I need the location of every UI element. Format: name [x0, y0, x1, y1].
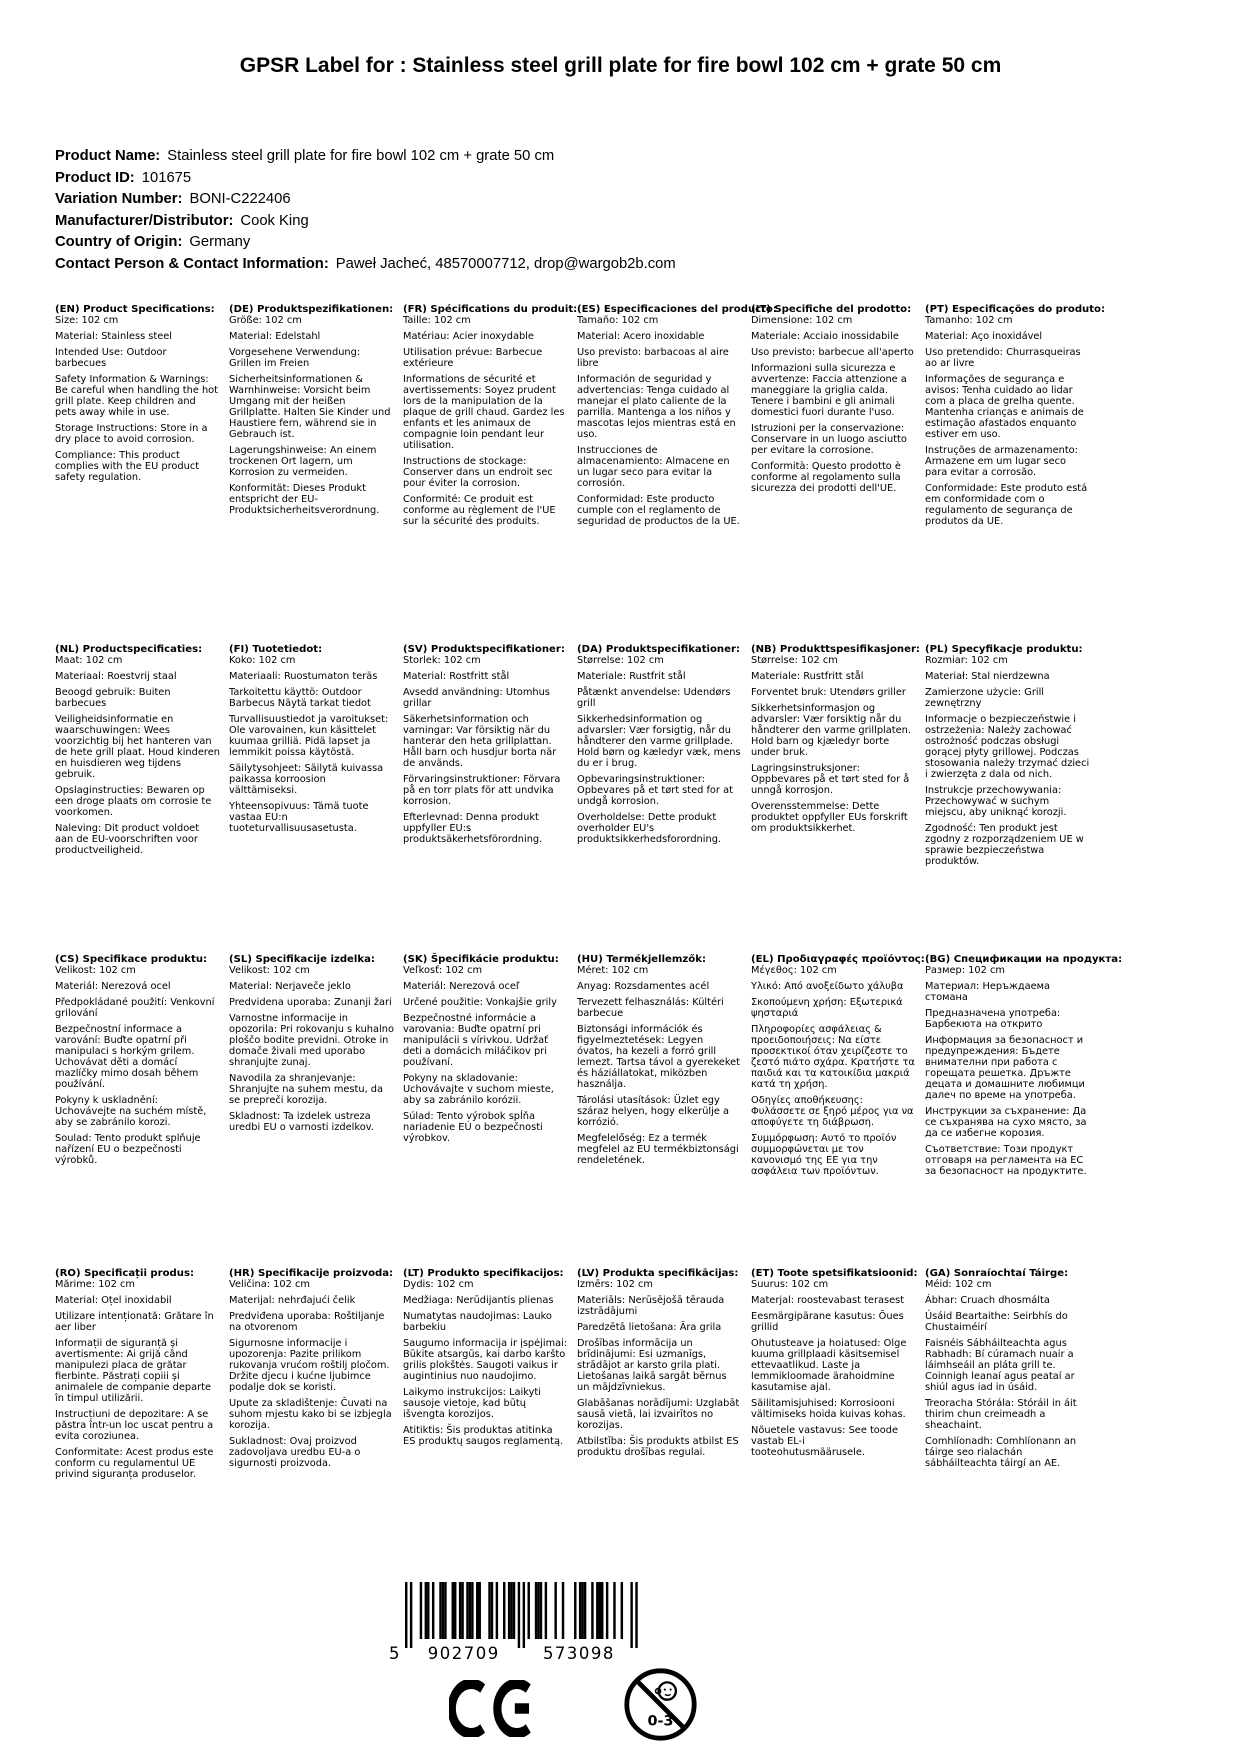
spec-paragraph: Lagerungshinweise: An einem trockenen Ort lagern, um Korrosion zu vermeiden. — [229, 445, 377, 479]
spec-paragraph: Uso previsto: barbecue all'aperto — [751, 347, 914, 359]
spec-heading-lt: (LT) Produkto specifikacijos: — [403, 1268, 564, 1279]
spec-paragraph: Sukladnost: Ovaj proizvod zadovoljava uredbu EU-a o sigurnosti proizvoda. — [229, 1436, 361, 1470]
spec-heading-sv: (SV) Produktspecifikationer: — [403, 644, 565, 655]
spec-paragraph: Material: Rostfritt stål — [403, 671, 510, 683]
spec-block-cs — [55, 954, 220, 1171]
spec-paragraph: Comhlíonadh: Comhlíonann an táirge seo rialachán sábháilteachta táirgí an AE. — [925, 1436, 1077, 1470]
spec-grid-row-2 — [55, 644, 1090, 872]
spec-block-pt — [925, 304, 1106, 532]
spec-block-it — [751, 304, 916, 499]
spec-paragraph: Saugumo informacija ir įspėjimai: Būkite atsargūs, kai darbo karšto grilis plokštės. Saugoti vaikus ir augintinius nuo naudojimo. — [403, 1338, 568, 1383]
spec-paragraph: Størrelse: 102 cm — [751, 655, 838, 667]
spec-paragraph: Størrelse: 102 cm — [577, 655, 664, 667]
spec-paragraph: Avsedd användning: Utomhus grillar — [403, 687, 550, 710]
spec-paragraph: Dydis: 102 cm — [403, 1279, 474, 1291]
spec-paragraph: Påtænkt anvendelse: Udendørs grill — [577, 687, 731, 710]
spec-paragraph: Σκοπούμενη χρήση: Εξωτερικά ψησταριά — [751, 997, 903, 1020]
spec-paragraph: Rozmiar: 102 cm — [925, 655, 1008, 667]
info-label: Variation Number: — [55, 191, 183, 207]
spec-paragraph: Safety Information & Warnings: Be careful when handling the hot grill plate. Keep children and pets away while in use. — [55, 374, 219, 419]
spec-heading-fi: (FI) Tuotetiedot: — [229, 644, 323, 655]
spec-paragraph: Zamierzone użycie: Grill zewnętrzny — [925, 687, 1045, 710]
spec-paragraph: Tamaño: 102 cm — [577, 315, 659, 327]
spec-heading-sl: (SL) Specifikacije izdelka: — [229, 954, 375, 965]
spec-paragraph: Laikymo instrukcijos: Laikyti sausoje vietoje, kad būtų išvengta korozijos. — [403, 1387, 541, 1421]
spec-paragraph: Naleving: Dit product voldoet aan de EU-voorschriften voor productveiligheid. — [55, 823, 200, 857]
spec-paragraph: Istruzioni per la conservazione: Conservare in un luogo asciutto per evitare la corrosione. — [751, 423, 907, 457]
spec-paragraph: Materiale: Acciaio inossidabile — [751, 331, 899, 343]
spec-heading-bg: (BG) Спецификации на продукта: — [925, 954, 1123, 965]
spec-paragraph: Uso previsto: barbacoas al aire libre — [577, 347, 729, 370]
spec-paragraph: Forventet bruk: Utendørs griller — [751, 687, 906, 699]
spec-heading-hr: (HR) Specifikacije proizvoda: — [229, 1268, 394, 1279]
spec-heading-pl: (PL) Specyfikacje produktu: — [925, 644, 1083, 655]
spec-block-ro — [55, 1268, 220, 1485]
spec-heading-da: (DA) Produktspecifikationer: — [577, 644, 740, 655]
spec-heading-nl: (NL) Productspecificaties: — [55, 644, 203, 655]
spec-paragraph: Размер: 102 cm — [925, 965, 1005, 977]
spec-paragraph: Συμμόρφωση: Αυτό το προϊόν συμμορφώνεται με τον κανονισμό της ΕΕ για την ασφάλεια των προϊόντων. — [751, 1133, 897, 1178]
product-info — [55, 146, 1201, 275]
spec-paragraph: Lagringsinstruksjoner: Oppbevares på et tørt sted for å unngå korrosjon. — [751, 763, 910, 797]
spec-heading-sk: (SK) Špecifikácie produktu: — [403, 954, 559, 965]
spec-paragraph: Opbevaringsinstruktioner: Opbevares på et tørt sted for at undgå korrosion. — [577, 774, 733, 808]
spec-paragraph: Πληροφορίες ασφάλειας & προειδοποιήσεις: Να είστε προσεκτικοί όταν χειρίζεστε το ζεστό πιάτο σχάρα. Κρατήστε τα παιδιά και τα κατοικίδια μακριά κατά τη χρήση. — [751, 1024, 915, 1091]
spec-paragraph: Numatytas naudojimas: Lauko barbekiu — [403, 1311, 552, 1334]
spec-paragraph: Material: Edelstahl — [229, 331, 321, 343]
spec-paragraph: Veličina: 102 cm — [229, 1279, 310, 1291]
spec-heading-cs: (CS) Specifikace produktu: — [55, 954, 208, 965]
spec-paragraph: Megfelelőség: Ez a termék megfelel az EU termékbiztonsági rendeletének. — [577, 1133, 739, 1167]
spec-paragraph: Velikost: 102 cm — [229, 965, 310, 977]
spec-paragraph: Größe: 102 cm — [229, 315, 302, 327]
spec-paragraph: Varnostne informacije in opozorila: Pri rokovanju s kuhalno ploščo bodite previdni. Otroke in domače živali med uporabo shranjujte zunaj. — [229, 1012, 394, 1069]
spec-paragraph: Pokyny k uskladnění: Uchovávejte na suchém místě, aby se zabránilo korozi. — [55, 1095, 207, 1129]
spec-heading-nb: (NB) Produkttspesifikasjoner: — [751, 644, 920, 655]
spec-paragraph: Materiale: Rustfritt stål — [751, 671, 864, 683]
barcode-digit-lead: 5 — [390, 1644, 401, 1662]
spec-paragraph: Instrucciones de almacenamiento: Almacene en un lugar seco para evitar la corrosión. — [577, 445, 730, 490]
info-value: Cook King — [240, 212, 309, 229]
info-label: Country of Origin: — [55, 234, 183, 250]
product-info-line — [55, 189, 1201, 211]
spec-paragraph: Súlad: Tento výrobok spĺňa nariadenie EÚ o bezpečnosti výrobkov. — [403, 1111, 543, 1145]
spec-paragraph: Informations de sécurité et avertissements: Soyez prudent lors de la manipulation de la plaque de grill chaud. Gardez les enfants et les animaux de compagnie loin pendant leur utilisation. — [403, 374, 565, 452]
info-value: 101675 — [141, 169, 192, 186]
spec-paragraph: Predviđena uporaba: Roštiljanje na otvorenom — [229, 1311, 385, 1334]
spec-paragraph: Material: Oțel inoxidabil — [55, 1295, 172, 1307]
spec-paragraph: Materiaal: Roestvrij staal — [55, 671, 177, 683]
ce-mark-icon — [449, 1680, 535, 1737]
barcode-bars — [390, 1582, 640, 1662]
spec-paragraph: Intended Use: Outdoor barbecues — [55, 347, 167, 370]
spec-heading-ga: (GA) Sonraíochtaí Táirge: — [925, 1268, 1069, 1279]
spec-block-hr — [229, 1268, 394, 1474]
spec-paragraph: Eesmärgipärane kasutus: Õues grillid — [751, 1311, 904, 1334]
spec-heading-es: (ES) Especificaciones del producto: — [577, 304, 777, 315]
spec-paragraph: Instructions de stockage: Conserver dans un endroit sec pour éviter la corrosion. — [403, 456, 553, 490]
spec-paragraph: Sicherheitsinformationen & Warnhinweise: Vorsicht beim Umgang mit der heißen Grillplatte. Halten Sie Kinder und Haustiere fern, während sie in Gebrauch ist. — [229, 374, 391, 441]
spec-heading-lv: (LV) Produkta specifikācijas: — [577, 1268, 739, 1279]
spec-paragraph: Tárolási utasítások: Üzlet egy száraz helyen, hogy elkerülje a korrózió. — [577, 1095, 730, 1129]
spec-paragraph: Nõuetele vastavus: See toode vastab EL-i tooteohutusmäärusele. — [751, 1425, 899, 1459]
spec-paragraph: Biztonsági információk és figyelmeztetések: Legyen óvatos, ha kezeli a forró grill lemezt. Tartsa távol a gyerekeket és háziállatokat, miközben használja. — [577, 1024, 741, 1091]
spec-paragraph: Ábhar: Cruach dhosmálta — [925, 1295, 1050, 1307]
spec-paragraph: Informacje o bezpieczeństwie i ostrzeżenia: Należy zachować ostrożność podczas obsługi gorącej płyty grillowej. Podczas stosowania należy trzymać dzieci i zwierzęta z dala od nich. — [925, 714, 1090, 781]
spec-paragraph: Tarkoitettu käyttö: Outdoor Barbecus Näytä tarkat tiedot — [229, 687, 371, 710]
spec-block-de — [229, 304, 394, 521]
spec-paragraph: Navodila za shranjevanje: Shranjujte na suhem mestu, da se prepreči korozija. — [229, 1073, 384, 1107]
spec-heading-ro: (RO) Specificații produs: — [55, 1268, 195, 1279]
spec-paragraph: Información de seguridad y advertencias: Tenga cuidado al manejar el plato caliente de la parrilla. Mantenga a los niños y mascotas lejos mientras está en uso. — [577, 374, 736, 441]
spec-block-es — [577, 304, 777, 532]
spec-block-en — [55, 304, 220, 488]
spec-block-lt — [403, 1268, 568, 1452]
spec-paragraph: Bezpečnostné informácie a varovania: Buďte opatrní pri manipulácii s vírivkou. Udržať deti a domácich miláčikov pri používaní. — [403, 1012, 549, 1069]
spec-paragraph: Materjal: roostevabast terasest — [751, 1295, 905, 1307]
info-value: Germany — [189, 234, 251, 250]
spec-paragraph: Material: Aço inoxidável — [925, 331, 1043, 343]
spec-block-el — [751, 954, 925, 1182]
spec-paragraph: Инструкции за съхранение: Да се съхранява на сухо място, за да се избегне корозия. — [925, 1106, 1087, 1140]
spec-paragraph: Materiaali: Ruostumaton teräs — [229, 671, 378, 683]
spec-paragraph: Určené použitie: Vonkajšie grily — [403, 997, 557, 1009]
spec-paragraph: Οδηγίες αποθήκευσης: Φυλάσσετε σε ξηρό μέρος για να αποφύγετε τη διάβρωση. — [751, 1095, 914, 1129]
spec-paragraph: Méret: 102 cm — [577, 965, 649, 977]
spec-paragraph: Úsáid Beartaithe: Seirbhís do Chustaiméirí — [925, 1311, 1068, 1334]
spec-paragraph: Dimensione: 102 cm — [751, 315, 853, 327]
spec-paragraph: Velikost: 102 cm — [55, 965, 136, 977]
age-warning-text: 0-3 — [647, 1713, 674, 1730]
spec-paragraph: Bezpečnostní informace a varování: Buďte opatrní při manipulaci s horkým grilem. Uchovávat děti a domácí mazlíčky mimo dosah během používání. — [55, 1024, 199, 1091]
spec-paragraph: Predvidena uporaba: Zunanji žari — [229, 997, 392, 1009]
spec-paragraph: Compliance: This product complies with the EU product safety regulation. — [55, 450, 200, 484]
spec-paragraph: Material: Stainless steel — [55, 331, 173, 343]
spec-paragraph: Säilitamisjuhised: Korrosiooni vältimiseks hoida kuivas kohas. — [751, 1398, 906, 1421]
spec-paragraph: Veiligheidsinformatie en waarschuwingen: Wees voorzichtig bij het hanteren van de hete grill plaat. Houd kinderen en huisdieren weg tijdens gebruik. — [55, 714, 220, 781]
spec-paragraph: Maat: 102 cm — [55, 655, 123, 667]
spec-grid-row-3 — [55, 954, 1123, 1182]
spec-paragraph: Material: Acero inoxidable — [577, 331, 705, 343]
spec-block-et — [751, 1268, 916, 1463]
barcode-digits-right-group: 573098 — [542, 1644, 615, 1662]
spec-heading-pt: (PT) Especificações do produto: — [925, 304, 1106, 315]
spec-grid-row-1 — [55, 304, 1106, 532]
spec-paragraph: Taille: 102 cm — [403, 315, 471, 327]
spec-paragraph: Μέγεθος: 102 cm — [751, 965, 837, 977]
spec-paragraph: Информация за безопасност и предупреждения: Бъдете внимателни при работа с горещата решетка. Дръжте децата и домашните любимци далеч по време на употреба. — [925, 1035, 1085, 1102]
spec-block-lv — [577, 1268, 742, 1463]
spec-paragraph: Материал: Неръждаема стомана — [925, 981, 1051, 1004]
spec-paragraph: Předpokládané použití: Venkovní grilování — [55, 997, 215, 1020]
spec-paragraph: Förvaringsinstruktioner: Förvara på en torr plats för att undvika korrosion. — [403, 774, 561, 808]
spec-paragraph: Tervezett felhasználás: Kültéri barbecue — [577, 997, 724, 1020]
page-title: GPSR Label for : Stainless steel grill plate for fire bowl 102 cm + grate 50 cm — [239, 54, 1002, 77]
spec-block-fi — [229, 644, 394, 839]
spec-paragraph: Conformità: Questo prodotto è conforme al regolamento sulla sicurezza dei prodotti dell'UE. — [751, 461, 901, 495]
spec-paragraph: Conformidade: Este produto está em conformidade com o regulamento de segurança de produtos da UE. — [925, 483, 1088, 528]
spec-paragraph: Informazioni sulla sicurezza e avvertenze: Faccia attenzione a maneggiare la griglia calda. Tenere i bambini e gli animali domestici fuori durante l'uso. — [751, 362, 907, 419]
spec-paragraph: Anyag: Rozsdamentes acél — [577, 981, 710, 993]
spec-paragraph: Uso pretendido: Churrasqueiras ao ar livre — [925, 347, 1081, 370]
spec-paragraph: Mărime: 102 cm — [55, 1279, 135, 1291]
spec-paragraph: Treoracha Stórála: Stóráil in áit thirim chun creimeadh a sheachaint. — [925, 1398, 1077, 1432]
spec-block-fr — [403, 304, 578, 532]
spec-paragraph: Materiale: Rustfrit stål — [577, 671, 686, 683]
spec-grid-row-4 — [55, 1268, 1090, 1485]
spec-paragraph: Faisnéis Sábháilteachta agus Rabhadh: Bí cúramach nuair a láimhseáil an pláta grill te. Coinnigh leanaí agus peataí ar shiúl agus iad in úsáid. — [925, 1338, 1075, 1394]
spec-paragraph: Instruções de armazenamento: Armazene em um lugar seco para evitar a corrosão. — [925, 445, 1078, 479]
spec-paragraph: Overholdelse: Dette produkt overholder EU's produktsikkerhedsforordning. — [577, 812, 722, 846]
spec-paragraph: Efterlevnad: Denna produkt uppfyller EU:s produktsäkerhetsförordning. — [403, 812, 543, 846]
spec-paragraph: Υλικό: Από ανοξείδωτο χάλυβα — [751, 981, 904, 993]
product-info-line — [55, 254, 1201, 276]
spec-paragraph: Matériau: Acier inoxydable — [403, 331, 534, 343]
spec-paragraph: Ohutusteave ja hoiatused: Olge kuuma grillplaadi käsitsemisel ettevaatlikud. Laste ja lemmikloomade ärahoidmine kasutamise ajal. — [751, 1338, 907, 1394]
spec-paragraph: Size: 102 cm — [55, 315, 119, 327]
spec-paragraph: Glabāšanas norādījumi: Uzglabāt sausā vietā, lai izvairītos no korozijas. — [577, 1398, 740, 1432]
spec-paragraph: Zgodność: Ten produkt jest zgodny z rozporządzeniem UE w sprawie bezpieczeństwa produktów. — [925, 823, 1084, 868]
spec-paragraph: Informações de segurança e avisos: Tenha cuidado ao lidar com a placa de grelha quente. Mantenha crianças e animais de estimação afastados enquanto estiver em uso. — [925, 374, 1084, 441]
spec-paragraph: Materiāls: Nerūsējošā tērauda izstrādājumi — [577, 1295, 725, 1318]
spec-paragraph: Instrukcje przechowywania: Przechowywać w suchym miejscu, aby uniknąć korozji. — [925, 785, 1067, 819]
barcode-digits-left-group: 902709 — [427, 1644, 500, 1662]
spec-paragraph: Upute za skladištenje: Čuvati na suhom mjestu kako bi se izbjegla korozija. — [229, 1398, 392, 1432]
spec-paragraph: Beoogd gebruik: Buiten barbecues — [55, 687, 171, 710]
spec-paragraph: Paredzētā lietošana: Āra grila — [577, 1322, 722, 1334]
spec-block-sv — [403, 644, 568, 850]
spec-heading-hu: (HU) Termékjellemzők: — [577, 954, 706, 965]
spec-paragraph: Säilytysohjeet: Säilytä kuivassa paikassa korroosion välttämiseksi. — [229, 763, 384, 797]
spec-paragraph: Materiał: Stal nierdzewna — [925, 671, 1050, 683]
info-label: Product Name: — [55, 148, 161, 164]
spec-paragraph: Turvallisuustiedot ja varoitukset: Ole varovainen, kun käsittelet kuumaa grilliä. Pidä lapset ja lemmikit poissa käytöstä. — [229, 714, 389, 759]
spec-heading-de: (DE) Produktspezifikationen: — [229, 304, 394, 315]
spec-paragraph: Opslaginstructies: Bewaren op een droge plaats om corrosie te voorkomen. — [55, 785, 212, 819]
spec-paragraph: Vorgesehene Verwendung: Grillen im Freien — [229, 347, 361, 370]
spec-paragraph: Veľkosť: 102 cm — [403, 965, 483, 977]
spec-paragraph: Suurus: 102 cm — [751, 1279, 829, 1291]
spec-paragraph: Konformität: Dieses Produkt entspricht der EU-Produktsicherheitsverordnung. — [229, 483, 380, 517]
spec-paragraph: Sikkerhetsinformasjon og advarsler: Vær forsiktig når du håndterer den varme grillplaten. Hold barn og kjæledyr borte under bruk. — [751, 702, 911, 759]
spec-heading-el: (EL) Προδιαγραφές προϊόντος: — [751, 954, 925, 965]
spec-paragraph: Soulad: Tento produkt splňuje nařízení EU o bezpečnosti výrobků. — [55, 1133, 201, 1167]
spec-paragraph: Utilizare intenționată: Grătare în aer liber — [55, 1311, 214, 1334]
spec-block-sk — [403, 954, 568, 1149]
spec-heading-et: (ET) Toote spetsifikatsioonid: — [751, 1268, 918, 1279]
product-info-line — [55, 146, 1201, 168]
product-info-line — [55, 232, 1201, 254]
spec-paragraph: Storlek: 102 cm — [403, 655, 481, 667]
spec-paragraph: Предназначена употреба: Барбекюта на открито — [925, 1008, 1061, 1031]
spec-paragraph: Atbilstība: Šis produkts atbilst ES produktu drošības regulai. — [577, 1436, 739, 1459]
spec-paragraph: Skladnost: Ta izdelek ustreza uredbi EU o varnosti izdelkov. — [229, 1111, 374, 1134]
product-info-line — [55, 168, 1201, 190]
info-value: Paweł Jacheć, 48570007712, drop@wargob2b.com — [335, 255, 676, 272]
spec-paragraph: Sikkerhedsinformation og advarsler: Vær forsigtig, når du håndterer den varme grillplade. Hold børn og kæledyr væk, mens du er i brug. — [577, 714, 741, 770]
spec-paragraph: Izmērs: 102 cm — [577, 1279, 653, 1291]
spec-paragraph: Yhteensopivuus: Tämä tuote vastaa EU:n tuoteturvallisuusasetusta. — [229, 801, 369, 835]
info-label: Product ID: — [55, 169, 135, 186]
spec-paragraph: Conformité: Ce produit est conforme au règlement de l'UE sur la sécurité des produits. — [403, 494, 556, 528]
spec-paragraph: Medžiaga: Nerūdijantis plienas — [403, 1295, 554, 1307]
spec-paragraph: Materiál: Nerezová oceľ — [403, 981, 520, 993]
spec-paragraph: Materiál: Nerezová ocel — [55, 981, 171, 993]
spec-block-pl — [925, 644, 1090, 872]
spec-paragraph: Méid: 102 cm — [925, 1279, 992, 1291]
ean13-barcode — [390, 1582, 640, 1666]
info-value: Stainless steel grill plate for fire bowl 102 cm + grate 50 cm — [167, 148, 555, 164]
spec-paragraph: Utilisation prévue: Barbecue extérieure — [403, 347, 543, 370]
spec-paragraph: Conformidad: Este producto cumple con el reglamento de seguridad de productos de la UE. — [577, 494, 740, 528]
spec-paragraph: Materijal: nehrđajući čelik — [229, 1295, 356, 1307]
spec-paragraph: Pokyny na skladovanie: Uchovávajte v suchom mieste, aby sa zabránilo korózii. — [403, 1073, 554, 1107]
spec-paragraph: Säkerhetsinformation och varningar: Var försiktig när du hanterar den heta grillplattan. Håll barn och husdjur borta när de används. — [403, 714, 557, 770]
spec-paragraph: Koko: 102 cm — [229, 655, 296, 667]
spec-paragraph: Tamanho: 102 cm — [925, 315, 1013, 327]
spec-paragraph: Instrucțiuni de depozitare: A se păstra într-un loc uscat pentru a evita coroziunea. — [55, 1409, 214, 1443]
spec-paragraph: Conformitate: Acest produs este conform cu regulamentul UE privind siguranța produselor. — [55, 1447, 214, 1481]
spec-paragraph: Storage Instructions: Store in a dry place to avoid corrosion. — [55, 423, 208, 446]
info-value: BONI-C222406 — [189, 191, 291, 207]
spec-heading-fr: (FR) Spécifications du produit: — [403, 304, 578, 315]
spec-paragraph: Overensstemmelse: Dette produktet oppfyller EUs forskrift om produktsikkerhet. — [751, 801, 908, 835]
age-warning-0-3-icon — [622, 1666, 699, 1743]
spec-block-nb — [751, 644, 920, 839]
spec-paragraph: Drošības informācija un brīdinājumi: Esi uzmanīgs, strādājot ar karsto grila plati. Lietošanas laikā sargāt bērnus un mājdzīvniekus. — [577, 1338, 727, 1394]
spec-block-sl — [229, 954, 394, 1138]
spec-paragraph: Informații de siguranță și avertismente: Ai grijă când manipulezi placa de grătar fierbinte. Păstrați copiii și animalele de companie departe în timpul utilizării. — [55, 1338, 212, 1405]
spec-paragraph: Material: Nerjaveče jeklo — [229, 981, 351, 993]
spec-paragraph: Atitiktis: Šis produktas atitinka ES produktų saugos reglamentą. — [403, 1425, 564, 1448]
info-label: Manufacturer/Distributor: — [55, 212, 234, 229]
spec-block-hu — [577, 954, 742, 1171]
info-label: Contact Person & Contact Information: — [55, 255, 329, 272]
spec-heading-en: (EN) Product Specifications: — [55, 304, 215, 315]
spec-paragraph: Съответствие: Този продукт отговаря на регламента на ЕС за безопасност на продуктите. — [925, 1144, 1087, 1178]
spec-heading-it: (IT) Specifiche del prodotto: — [751, 304, 912, 315]
spec-block-nl — [55, 644, 220, 861]
spec-block-da — [577, 644, 742, 850]
product-info-line — [55, 211, 1201, 233]
spec-block-ga — [925, 1268, 1090, 1474]
spec-block-bg — [925, 954, 1123, 1182]
spec-paragraph: Sigurnosne informacije i upozorenja: Pazite prilikom rukovanja vrućom roštilj pločom. Držite djecu i kućne ljubimce podalje dok se koristi. — [229, 1338, 390, 1394]
